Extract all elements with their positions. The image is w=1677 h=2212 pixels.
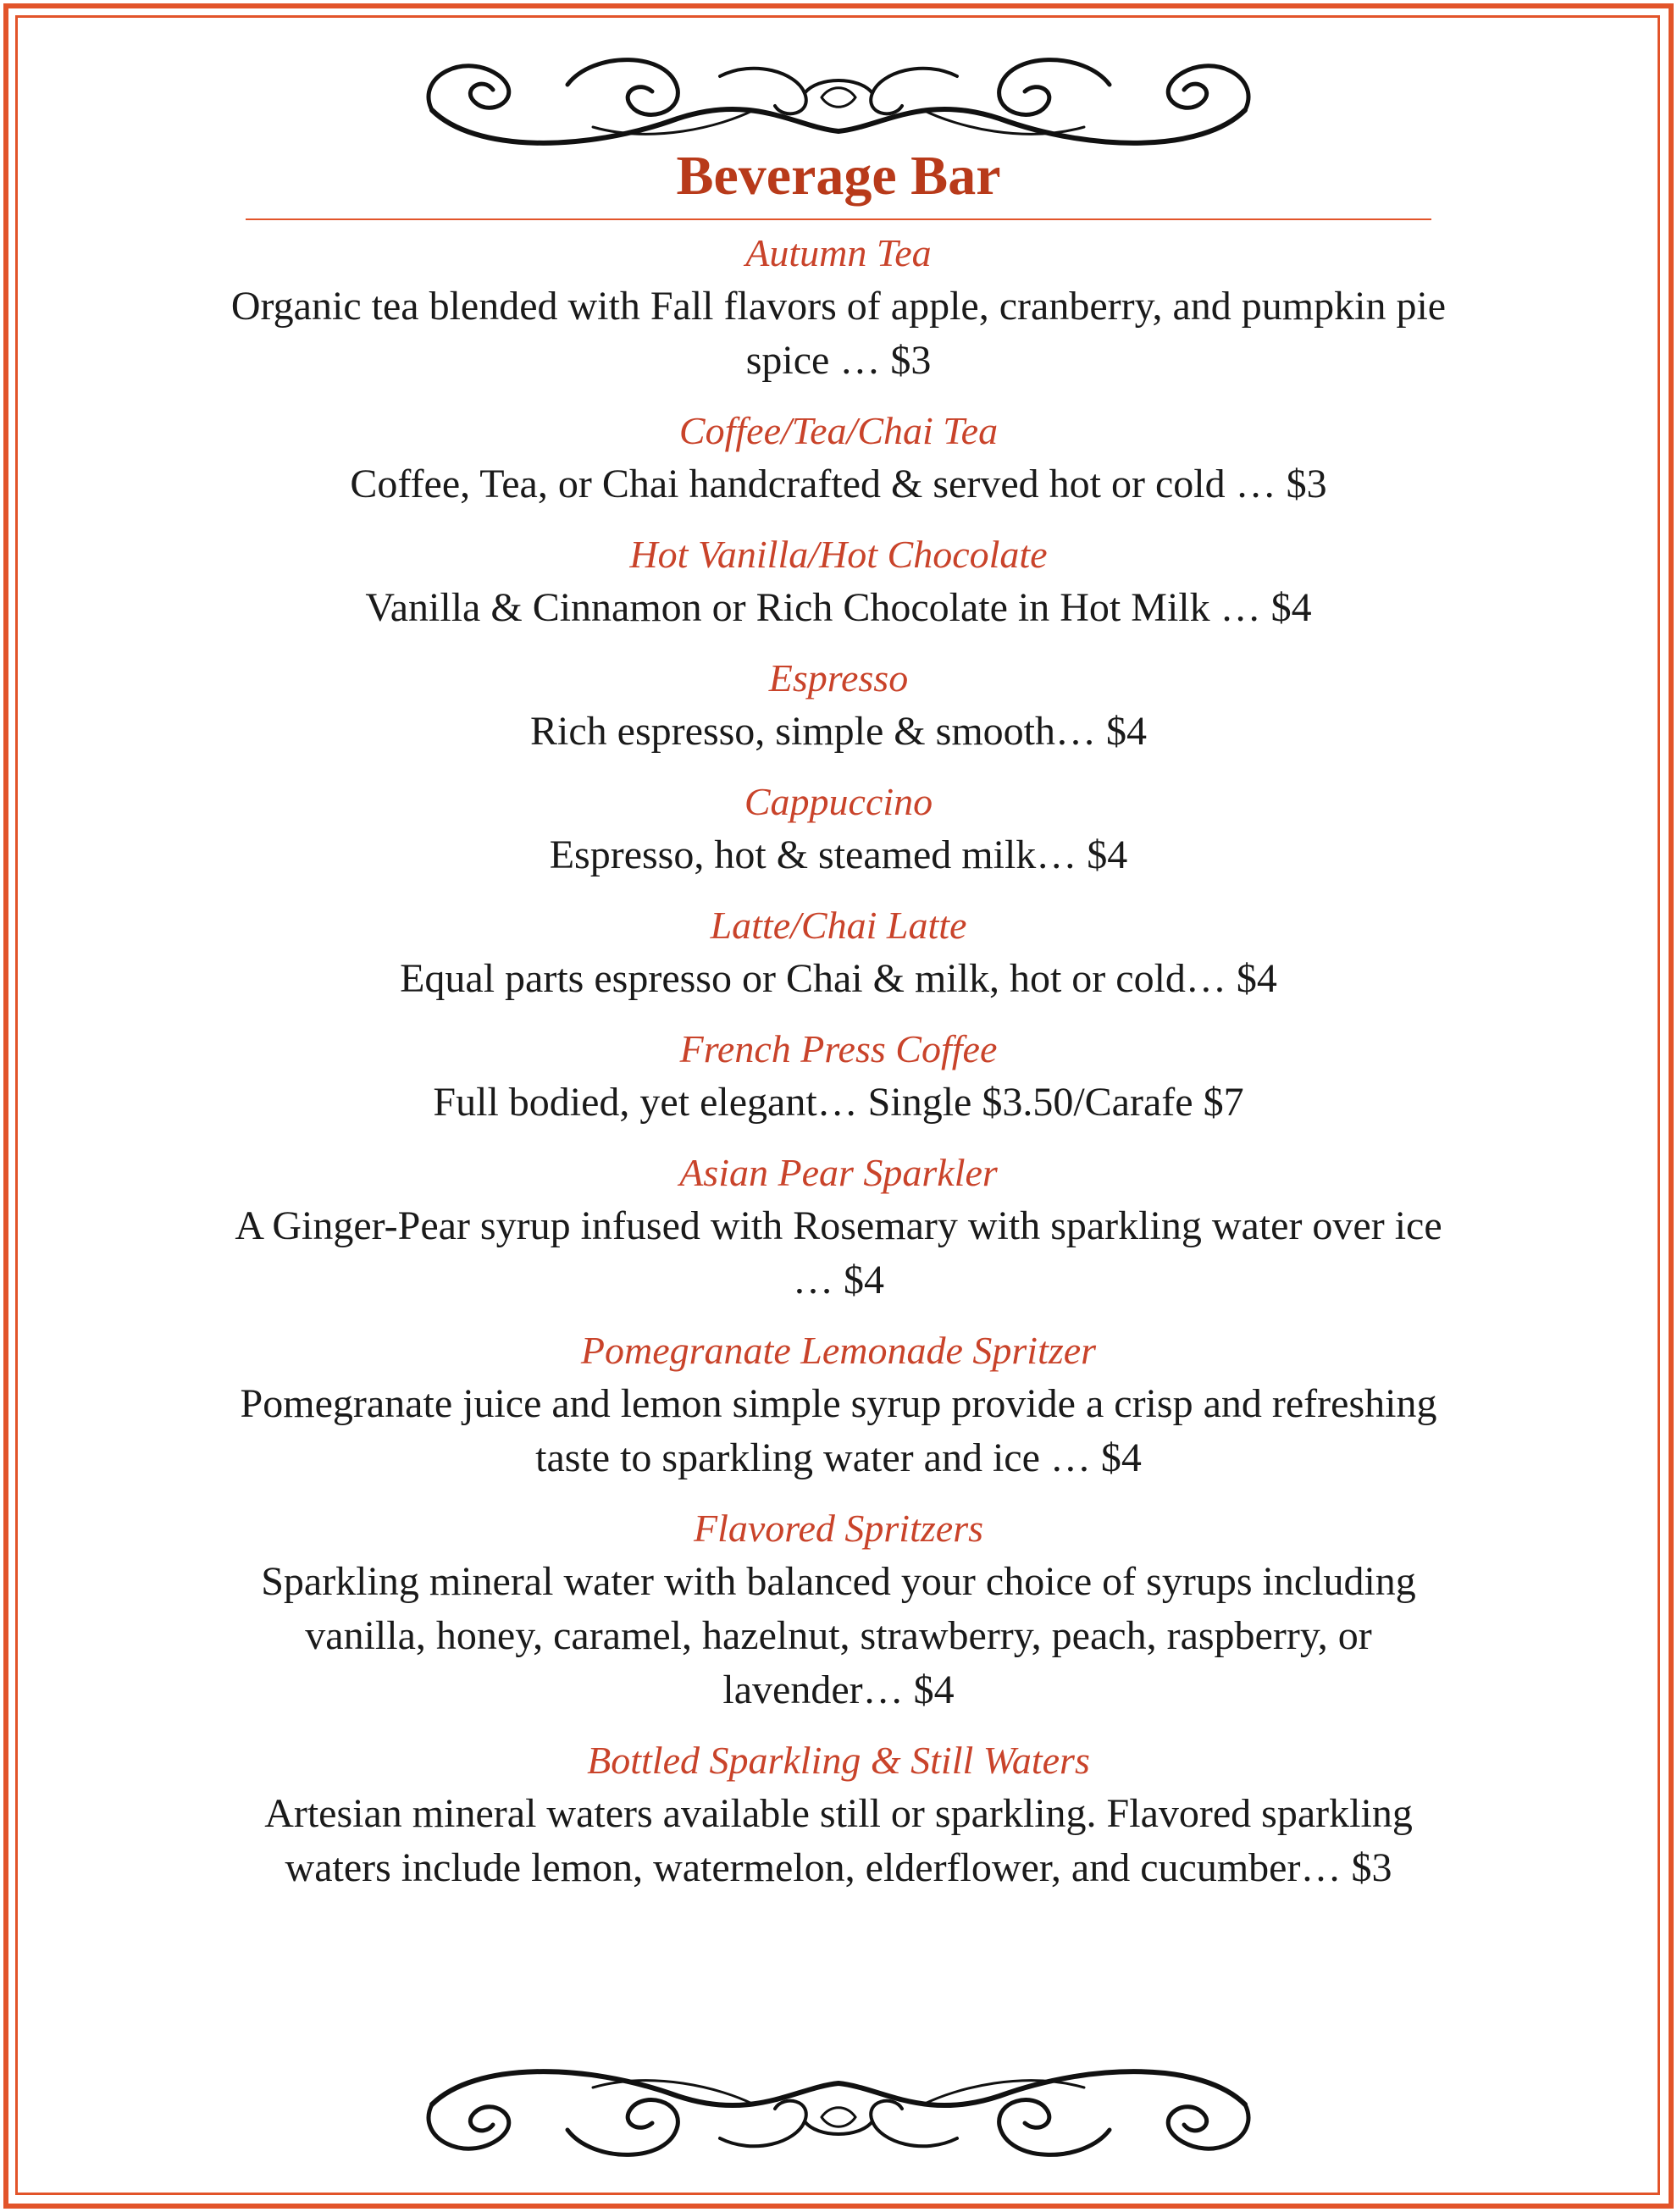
item-name: Asian Pear Sparkler xyxy=(679,1151,998,1194)
menu-item-asian-pear-sparkler xyxy=(220,1147,1457,1308)
item-description: Coffee, Tea, or Chai handcrafted & served hot or cold … $3 xyxy=(350,462,1327,506)
item-name: Autumn Tea xyxy=(745,231,932,274)
item-description: Full bodied, yet elegant… Single $3.50/Carafe $7 xyxy=(433,1080,1244,1125)
item-name: Coffee/Tea/Chai Tea xyxy=(678,409,999,452)
item-name: French Press Coffee xyxy=(679,1027,998,1070)
item-description: Pomegranate juice and lemon simple syrup provide a crisp and refreshing taste to sparkling water and ice … $4 xyxy=(240,1381,1437,1480)
menu-item-autumn-tea xyxy=(220,227,1457,388)
menu-item-flavored-spritzers xyxy=(220,1502,1457,1717)
item-description: A Ginger-Pear syrup infused with Rosemary with sparkling water over ice … $4 xyxy=(235,1203,1442,1302)
item-name: Espresso xyxy=(768,656,909,700)
item-name: Latte/Chai Latte xyxy=(710,904,967,947)
bottom-flourish-icon xyxy=(398,2045,1279,2189)
item-name: Flavored Spritzers xyxy=(694,1507,983,1550)
menu-item-pomegranate-spritzer xyxy=(220,1324,1457,1485)
item-name: Pomegranate Lemonade Spritzer xyxy=(580,1329,1097,1372)
item-name: Hot Vanilla/Hot Chocolate xyxy=(629,533,1048,576)
item-description: Rich espresso, simple & smooth… $4 xyxy=(530,709,1147,754)
menu-item-french-press xyxy=(220,1023,1457,1130)
menu-item-hot-vanilla-chocolate xyxy=(220,528,1457,635)
menu-title: Beverage Bar xyxy=(676,145,1001,207)
item-description: Espresso, hot & steamed milk… $4 xyxy=(549,832,1128,877)
beverage-menu-list xyxy=(220,227,1457,1912)
menu-item-latte xyxy=(220,899,1457,1006)
item-description: Equal parts espresso or Chai & milk, hot or cold… $4 xyxy=(400,956,1277,1001)
title-divider xyxy=(246,218,1431,220)
item-description: Organic tea blended with Fall flavors of apple, cranberry, and pumpkin pie spice … $3 xyxy=(230,284,1447,383)
menu-item-espresso xyxy=(220,652,1457,759)
item-name: Cappuccino xyxy=(744,780,933,823)
menu-item-cappuccino xyxy=(220,776,1457,882)
item-description: Vanilla & Cinnamon or Rich Chocolate in Hot Milk … $4 xyxy=(365,585,1312,630)
item-name: Bottled Sparkling & Still Waters xyxy=(587,1739,1090,1782)
item-description: Artesian mineral waters available still or sparkling. Flavored sparkling waters include lemon, watermelon, elderflower, and cucumber… $3 xyxy=(264,1791,1413,1890)
item-description: Sparkling mineral water with balanced your choice of syrups including vanilla, honey, caramel, hazelnut, strawberry, peach, raspberry, or lavender… $4 xyxy=(261,1559,1416,1712)
menu-item-bottled-waters xyxy=(220,1734,1457,1895)
menu-item-coffee-tea-chai xyxy=(220,405,1457,512)
